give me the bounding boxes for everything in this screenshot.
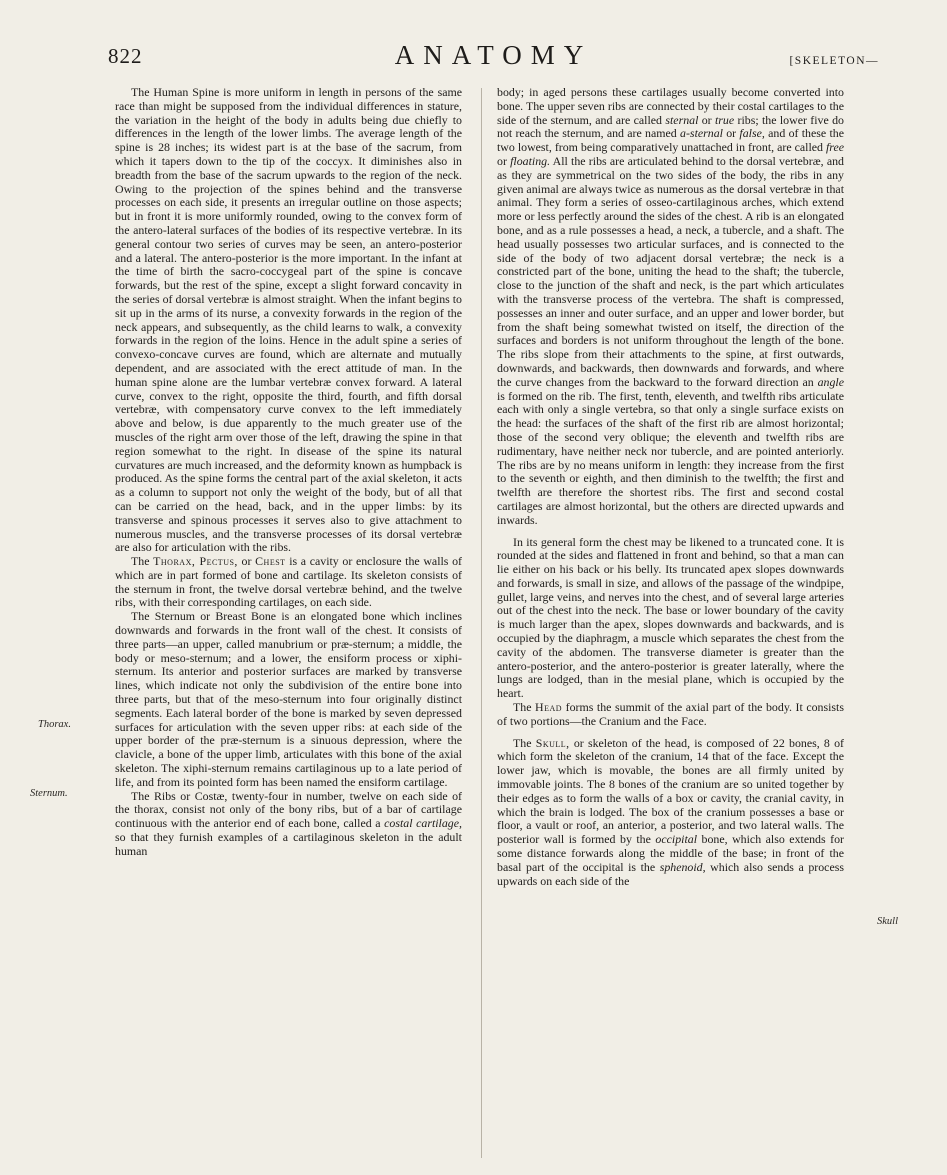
term-skull: Skull, [535, 735, 570, 750]
paragraph-skull: The Skull, or skeleton of the head, is composed of 22 bones, 8 of which form the skeleton of the cranium, 14 that of the face. Except the lower jaw, which is movable, the bones are all firmly united by immovable joints. The 8 bones of the cranium are so united together by their edges as to form the walls of a box or cavity, the cranial cavity, in which the brain is lodged. The box of the cranium possesses a base or floor, a vault or roof, an anterior, a posterior, and two lateral walls. The posterior wall is formed by the occipital bone, which also extends for some distance forwards along the middle of the base; in front of the basal part of the occipital is the sphenoid, which also sends a process upwards on each side of the [497, 735, 844, 888]
margin-note-sternum: Sternum. [30, 788, 68, 799]
paragraph-chest-form: In its general form the chest may be likened to a truncated cone. It is rounded at the sides and flattened in front and behind, so that a man can lie either on his back or his belly. Its truncated apex slopes downwards and forwards, is small in size, and allows of the passage of the windpipe, gullet, large veins, and nerves into the chest, and of several large arteries out of the chest into the neck. The base or lower boundary of the cavity is much larger than the apex, slopes downwards and backwards, and is occupied by the diaphragm, a muscle which separates the chest from the cavity of the abdomen. The transverse diameter is greater than the antero-posterior, and the antero-posterior is greater laterally, where the lungs are lodged, than in the mesial plane, which is occupied by the heart. [497, 534, 844, 701]
term-thorax: Thorax, Pectus, [153, 554, 238, 569]
paragraph-sternum: The Sternum or Breast Bone is an elongated bone which inclines downwards and forwards in the front wall of the chest. It consists of three parts—an upper, called manubrium or præ-sternum; a middle, the body or meso-sternum; and a lower, the ensiform process or xiphi-sternum. Its anterior and posterior surfaces are marked by transverse lines, which indicate not only the subdivision of the entire bone into three parts, but that of the meso-sternum into four originally distinct segments. Each lateral border of the bone is marked by seven depressed surfaces for articulation with the seven upper ribs: at each side of the upper border of the præ-sternum is a sinuous depression, where the clavicle, a bone of the upper limb, articulates with this bone of the axial skeleton. The xiphi-sternum remains cartilaginous up to a late period of life, and from its pointed form has been named the ensiform cartilage. [115, 609, 462, 789]
term-head: Head [535, 700, 563, 715]
column-divider [481, 88, 482, 1158]
paragraph-spine: The Human Spine is more uniform in length in persons of the same race than might be supposed from the individual differences in stature, the variation in the height of the body in adults being due chiefly to differences in the length of the lower limbs. The average length of the spine is 28 inches; its widest part is at the base of the sacrum, from which it tapers down to the tip of the coccyx. It diminishes also in breadth from the base of the sacrum upwards to the region of the neck. Owing to the projection of the spines behind and the transverse processes on each side, it presents an irregular outline on those aspects; but in front it is more uniformly rounded, owing to the convex form of the antero-lateral surfaces of the bodies of its respective vertebræ. In its general contour two series of curves may be seen, an antero-posterior and a lateral. The antero-posterior is the more important. In the infant at the time of birth the sacro-coccygeal part of the spine is concave forwards, but the rest of the spine, except a slight forward concavity in the series of dorsal vertebræ is almost straight. When the infant begins to sit up in the arms of its nurse, a convexity forwards in the region of the neck appears, and subsequently, as the child learns to walk, a convexity forwards in the region of the loins. Hence in the adult spine a series of convexo-concave curves are found, which are alternate and mutually dependent, and are associated with the erect attitude of man. In the human spine alone are the lumbar vertebræ convex forward. A lateral curve, convex to the right, opposite the third, fourth, and fifth dorsal vertebræ, with compensatory curve convex to the left immediately above and below, is due apparently to the much greater use of the muscles of the right arm over those of the left, drawing the spine in that region somewhat to the right. In disease of the spine its natural curvatures are much increased, and the deformity known as humpback is produced. As the spine forms the central part of the axial skeleton, it acts as a column to support not only the weight of the body, but of all that can be carried on the head, back, and in the upper limbs: by its transverse and spinous processes it serves also to give attachment to numerous muscles, and the transverse processes of its dorsal vertebræ are also for articulation with the ribs. [115, 85, 462, 555]
term-chest: Chest [255, 554, 286, 569]
paragraph-head: The Head forms the summit of the axial part of the body. It consists of two portions—the Cranium and the Face. [497, 700, 844, 728]
section-tag: [SKELETON— [789, 55, 879, 67]
left-column [115, 86, 462, 859]
running-title: ANATOMY [394, 40, 593, 70]
paragraph-ribs: The Ribs or Costæ, twenty-four in number, twelve on each side of the thorax, consist not only of the bony ribs, but of a bar of cartilage continuous with the anterior end of each bone, called a costal cartilage, so that they furnish examples of a cartilaginous skeleton in the adult human [115, 788, 462, 858]
right-column [497, 86, 844, 888]
page-number: 822 [108, 44, 143, 68]
margin-note-thorax: Thorax. [38, 719, 71, 730]
margin-note-skull: Skull [877, 916, 898, 927]
page-header [108, 38, 879, 78]
paragraph-ribs-continued: body; in aged persons these cartilages usually become converted into bone. The upper seven ribs are connected by their costal cartilages to the side of the sternum, and are called sternal or true ribs; the lower five do not reach the sternum, and are named a-sternal or false, and of these the two lowest, from being comparatively unattached in front, are called free or floating. All the ribs are articulated behind to the dorsal vertebræ, and as they are symmetrical on the two sides of the body, the ribs in any given animal are always twice as numerous as the dorsal vertebræ in that animal. They form a series of osseo-cartilaginous arches, which extend more or less perfectly around the sides of the chest. A rib is an elongated bone, and as a rule possesses a head, a neck, a tubercle, and a shaft. The head usually possesses two articular surfaces, and is connected to the side of the body of two adjacent dorsal vertebræ; the neck is a constricted part of the bone, uniting the head to the shaft; the tubercle, close to the junction of the shaft and neck, is the part which articulates with the transverse process of the vertebra. The shaft is compressed, possesses an inner and outer surface, and an upper and lower border, but from the shaft being somewhat twisted on itself, the direction of the surfaces and borders is not uniform throughout the length of the bone. The ribs slope from their attachments to the spine, at first outwards, downwards, and backwards, then downwards and forwards, and where the curve changes from the backward to the forward direction an angle is formed on the rib. The first, tenth, eleventh, and twelfth ribs articulate each with only a single vertebra, so that only a single surface exists on the head: the surfaces of the shaft of the first rib are almost horizontal; those of the second very oblique; the eleventh and twelfth ribs are rudimentary, have neither neck nor tubercle, and are pointed anteriorly. The ribs are by no means uniform in length: they increase from the first to the seventh or eighth, and then diminish to the twelfth; the first and twelfth are therefore the shortest ribs. The first and second costal cartilages are almost horizontal, but the others are directed upwards and inwards. [497, 85, 844, 527]
paragraph-thorax: The Thorax, Pectus, or Chest is a cavity or enclosure the walls of which are in part formed of bone and cartilage. Its skeleton consists of the sternum in front, the twelve dorsal vertebræ behind, and the twelve ribs, with their corresponding cartilages, on each side. [115, 554, 462, 610]
